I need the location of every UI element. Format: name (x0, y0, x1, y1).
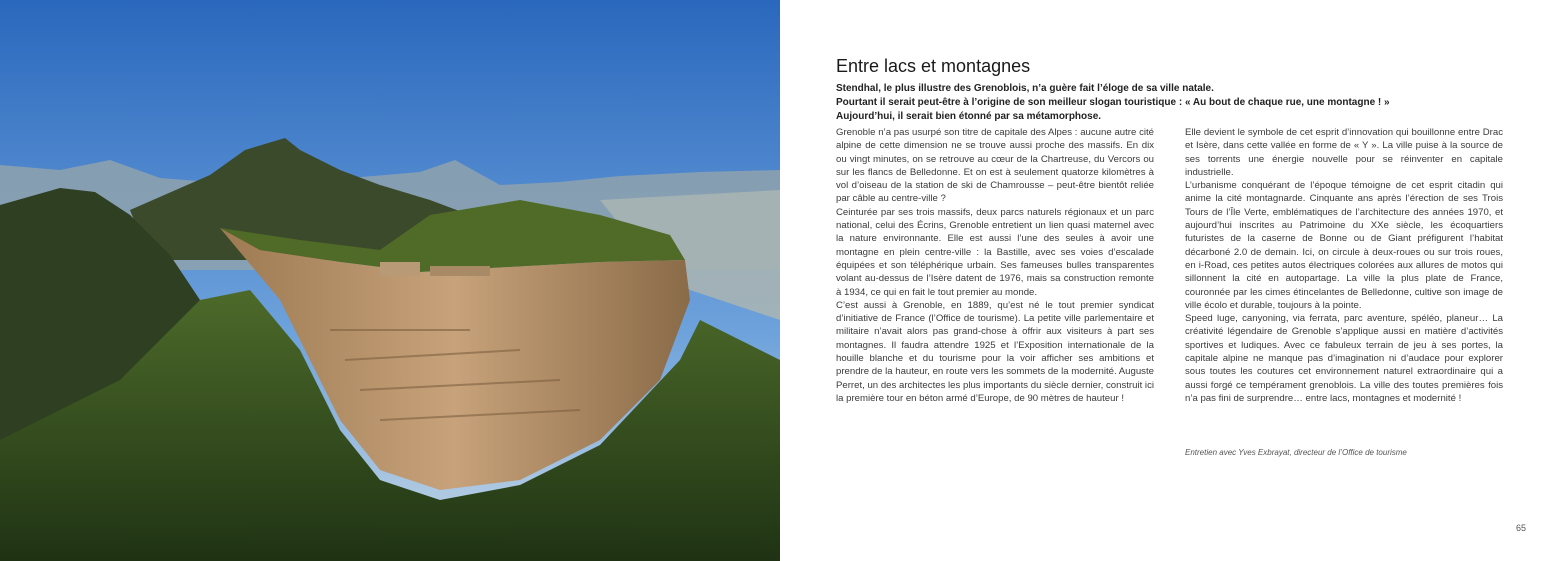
article-intro (836, 82, 1536, 124)
right-column (1185, 126, 1503, 405)
paragraph: L’urbanisme conquérant de l’époque témoigne de cet esprit citadin qui anime la cité montagnarde. Cinquante ans après l’érection de ses Trois Tours de l’Île Verte, emblématiques de l’architecture des années 1970, et aujourd’hui inscrites au Patrimoine du XXe siècle, les écoquartiers futuristes de la caserne de Bonne ou de Giant préfigurent l’habitat décarboné 2.0 de demain. Ici, on circule à deux-roues ou sur trois roues, en i-Road, ces petites autos électriques colorées aux allures de motos qui sillonnent la cité en autopartage. La ville la plus plate de France, couronnée par les cimes étincelantes de Belledonne, cultive son image de ville écolo et durable, toujours à la pointe. (1185, 180, 1503, 311)
article-title: Entre lacs et montagnes (836, 56, 1031, 76)
paragraph: Speed luge, canyoning, via ferrata, parc aventure, spéléo, planeur… La créativité légendaire de Grenoble s’applique aussi en matière d’activités sportives et ludiques. Avec ce fabuleux terrain de jeu à ses portes, la capitale alpine ne manque pas d’imagination ni d’audace pour explorer sous toutes les coutures cet environnement naturel extraordinaire qui a aussi forgé ce tempérament grenoblois. La ville des toutes premières fois n’a pas fini de surprendre… entre lacs, montagnes et modernité ! (1185, 313, 1503, 404)
intro-line: Pourtant il serait peut-être à l’origine de son meilleur slogan touristique : « Au bout de chaque rue, une montagne ! » (836, 97, 1390, 108)
page-number: 65 (1515, 523, 1526, 533)
left-column (836, 126, 1154, 405)
intro-line: Stendhal, le plus illustre des Grenoblois, n’a guère fait l’éloge de sa ville natale. (836, 83, 1214, 94)
paragraph: C’est aussi à Grenoble, en 1889, qu’est né le tout premier syndicat d’initiative de France (l’Office de tourisme). La petite ville parlementaire et militaire n’avait alors pas grand-chose à offrir aux visiteurs à part ses montagnes. Il faudra attendre 1925 et l’Exposition internationale de la houille blanche et du tourisme pour la voir afficher ses ambitions et prendre de la hauteur, en route vers les sommets de la modernité. Auguste Perret, un des architectes les plus importants du siècle dernier, construit ici la première tour en béton armé d’Europe, de 90 mètres de hauteur ! (836, 299, 1154, 404)
paragraph: Ceinturée par ses trois massifs, deux parcs naturels régionaux et un parc national, celui des Écrins, Grenoble entretient un lien quasi maternel avec la nature environnante. Elle est aussi l’une des seules à avoir une montagne en plein centre-ville : la Bastille, avec ses voies d’escalade équipées et son téléphérique urbain. Ses fameuses bulles transparentes volant au-dessus de l’Isère datent de 1976, mais sa construction remonte à 1934, ce qui en fait le tout premier au monde. (836, 206, 1154, 298)
paragraph: Elle devient le symbole de cet esprit d’innovation qui bouillonne entre Drac et Isère, dans cette vallée en forme de « Y ». La ville puise à la source de ses torrents une énergie nouvelle pour se réinventer en capitale industrielle. (1185, 127, 1503, 178)
text-page (780, 0, 1558, 561)
paragraph: Grenoble n’a pas usurpé son titre de capitale des Alpes : aucune autre cité alpine de cette dimension ne se trouve aussi proche des massifs. En dix ou vingt minutes, on se retrouve au cœur de la Chartreuse, du Vercors ou sur les flancs de Belledonne. Et on est à seulement quatorze kilomètres à vol d’oiseau de la station de ski de Chamrousse – peut-être bientôt reliée par câble au centre-ville ? (836, 127, 1154, 205)
interview-credit: Entretien avec Yves Exbrayat, directeur de l’Office de tourisme (1185, 448, 1407, 457)
intro-line: Aujourd’hui, il serait bien étonné par sa métamorphose. (836, 111, 1102, 122)
